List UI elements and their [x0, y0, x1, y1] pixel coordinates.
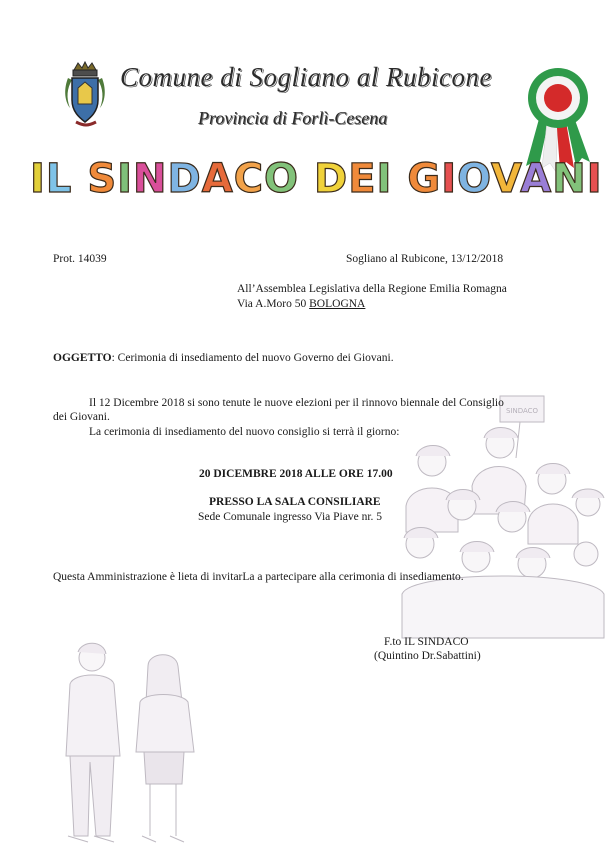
title-letter: S: [87, 156, 118, 202]
title-letter: [392, 156, 407, 202]
letterhead-comune: Comune di Sogliano al Rubicone: [120, 62, 492, 92]
event-place: PRESSO LA SALA CONSILIARE: [209, 496, 381, 508]
title-letter: G: [407, 156, 442, 202]
title-letter: I: [376, 156, 393, 202]
subject-label: OGGETTO: [53, 352, 112, 364]
title-letter: N: [552, 156, 587, 202]
title-letter: O: [457, 156, 492, 202]
letterhead-title: [30, 156, 603, 202]
title-letter: I: [441, 156, 458, 202]
title-letter: C: [233, 156, 265, 202]
title-letter: O: [264, 156, 300, 202]
paragraph1-line1: Il 12 Dicembre 2018 si sono tenute le nuove elezioni per il rinnovo biennale del Consiglio: [89, 397, 504, 409]
title-letter: D: [167, 156, 202, 202]
title-letter: I: [117, 156, 134, 202]
place-date: Sogliano al Rubicone, 13/12/2018: [346, 253, 504, 265]
recipient-city: BOLOGNA: [309, 298, 366, 310]
letterhead-provincia: Provincia di Forlì-Cesena: [198, 108, 388, 128]
title-letter: E: [348, 156, 377, 202]
title-letter: I: [586, 156, 603, 202]
title-letter: [72, 156, 87, 202]
subject-text: : Cerimonia di insediamento del nuovo Governo dei Giovani.: [111, 352, 394, 364]
recipient-line1: All’Assemblea Legislativa della Regione Emilia Romagna: [237, 283, 507, 295]
recipient-address: [237, 296, 365, 312]
title-letter: N: [133, 156, 168, 202]
sign-label: SINDACO: [505, 407, 539, 415]
teenagers-illustration: [44, 636, 220, 854]
title-letter: V: [491, 156, 521, 202]
title-letter: A: [201, 156, 234, 202]
event-address: Sede Comunale ingresso Via Piave nr. 5: [198, 511, 383, 523]
invitation-text: Questa Amministrazione è lieta di invitarLa a partecipare alla cerimonia di insediamento.: [53, 571, 464, 583]
children-group-illustration: [392, 394, 608, 644]
protocol-number: Prot. 14039: [53, 253, 107, 265]
municipal-crest-icon: [62, 60, 108, 128]
event-date: 20 DICEMBRE 2018 ALLE ORE 17.00: [199, 468, 393, 480]
recipient-street: Via A.Moro 50: [237, 298, 310, 310]
title-letter: I: [30, 156, 46, 202]
title-letter: [299, 156, 314, 202]
title-letter: D: [314, 156, 349, 202]
subject-line: [53, 350, 394, 366]
signature-name: (Quintino Dr.Sabattini): [374, 650, 481, 662]
paragraph2: La cerimonia di insediamento del nuovo consiglio si terrà il giorno:: [89, 426, 400, 438]
paragraph1-line2: dei Giovani.: [53, 411, 110, 423]
title-letter: A: [520, 156, 553, 202]
signature-title: F.to IL SINDACO: [384, 636, 469, 648]
title-letter: L: [45, 156, 73, 202]
